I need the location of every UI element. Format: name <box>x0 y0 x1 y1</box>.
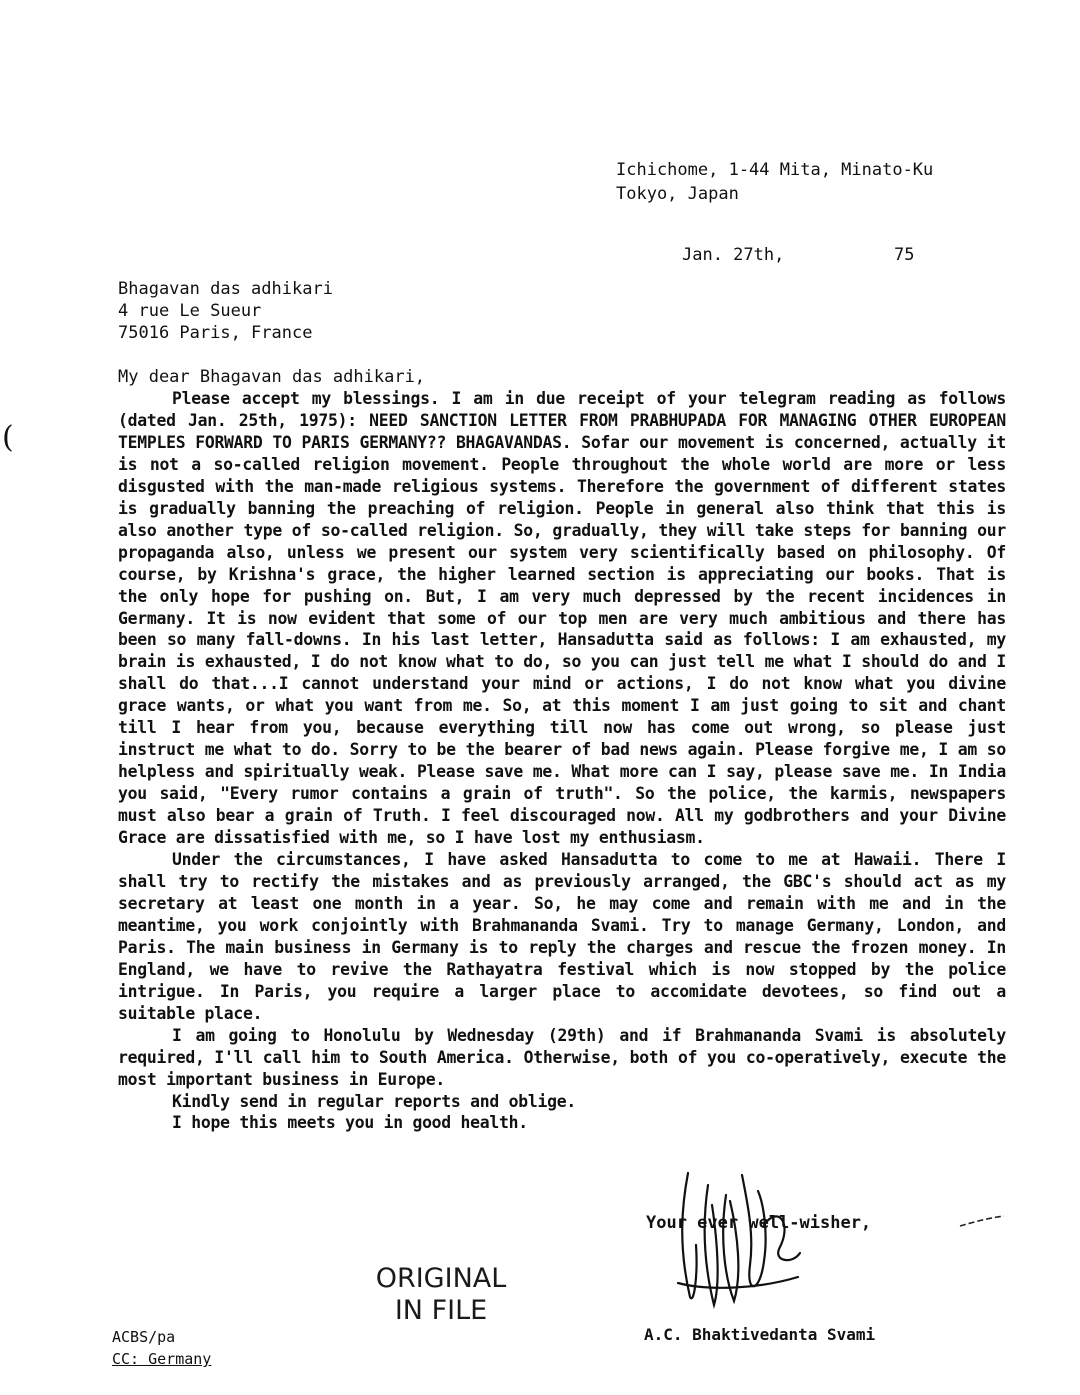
sender-address <box>616 158 933 206</box>
sender-address-line1: Ichichome, 1-44 Mita, Minato-Ku <box>616 160 934 180</box>
body-paragraph-5: I hope this meets you in good health. <box>172 1113 528 1133</box>
margin-mark: ( <box>2 420 14 455</box>
recipient-street: 4 rue Le Sueur <box>118 301 262 321</box>
letter-date <box>682 245 915 265</box>
recipient-name: Bhagavan das adhikari <box>118 279 333 299</box>
body-paragraph-3: I am going to Honolulu by Wednesday (29th) and if Brahmananda Svami is absolutely required, I'll call him to South America. Otherwise, both of you co-operatively, execute the most important business in Europe. <box>118 1025 1006 1089</box>
reference-block <box>112 1326 211 1370</box>
closing: Your ever well-wisher, <box>646 1213 872 1233</box>
body-paragraph-1: Please accept my blessings. I am in due receipt of your telegram reading as follows (dated Jan. 25th, 1975): NEED SANCTION LETTER FROM PRABHUPADA FOR MANAGING OTHER EUROPEAN TEMPLES FORWARD TO PARIS GERMANY?? BHAGAVANDAS. Sofar our movement is concerned, actually it is not a so-called religion movement. People throughout the whole world are more or less disgusted with the man-made religious systems. Therefore the government of different states is gradually banning the preaching of religion. People in general also think that this is also another type of so-called religion. So, gradually, they will take steps for banning our propaganda also, unless we present our system very scientifically based on philosophy. Of course, by Krishna's grace, the higher learned section is appreciating our books. That is the only hope for pushing on. But, I am very much depressed by the recent incidences in Germany. It is now evident that some of our top men are very much ambitious and there has been so many fall-downs. In his last letter, Hansadutta said as follows: I am exhausted, my brain is exhausted, I do not know what to do, so you can just tell me what I should do and I shall do that...I cannot understand your mind or actions, I do not know what you divine grace wants, or what you want from me. So, at this moment I am just going to sit and chant till I hear from you, because everything till now has come out wrong, so please just instruct me what to do. Sorry to be the bearer of bad news again. Please forgive me, I am so helpless and spiritually weak. Please save me. What more can I say, please save me. In India you said, "Every rumor contains a grain of truth". So the police, the karmis, newspapers must also bear a grain of Truth. I feel discouraged now. All my godbrothers and your Divine Grace are dissatisfied with me, so I have lost my enthusiasm. <box>118 389 1006 848</box>
stamp-line2: IN FILE <box>394 1295 488 1326</box>
letter-date-year: 75 <box>894 245 915 265</box>
sender-address-line2: Tokyo, Japan <box>616 184 739 204</box>
recipient-city: 75016 Paris, France <box>118 323 313 343</box>
signature-name: A.C. Bhaktivedanta Svami <box>644 1325 876 1344</box>
body-paragraph-2: Under the circumstances, I have asked Hansadutta to come to me at Hawaii. There I shall try to rectify the mistakes and as previously arranged, the GBC's should act as my secretary at least one month in a year. So, he may come and remain with me and in the meantime, you work conjointly with Brahmananda Svami. Try to manage Germany, London, and Paris. The main business in Germany is to reply the charges and rescue the frozen money. In England, we have to revive the Rathayatra festival which is now stopped by the police intrigue. In Paris, you require a larger place to accomidate devotees, so find out a suitable place. <box>118 850 1006 1023</box>
original-in-file-stamp <box>366 1263 516 1327</box>
handwritten-signature <box>668 1165 808 1315</box>
reference-initials: ACBS/pa <box>112 1328 176 1346</box>
salutation: My dear Bhagavan das adhikari, <box>118 367 426 387</box>
pen-stroke-mark <box>958 1214 1006 1228</box>
recipient-address <box>118 278 333 344</box>
reference-cc: CC: Germany <box>112 1350 212 1368</box>
body-paragraph-4: Kindly send in regular reports and oblige. <box>172 1091 576 1111</box>
letter-date-text: Jan. 27th, <box>682 245 785 265</box>
letter-body <box>118 388 1006 1134</box>
stamp-line1: ORIGINAL <box>375 1263 507 1294</box>
